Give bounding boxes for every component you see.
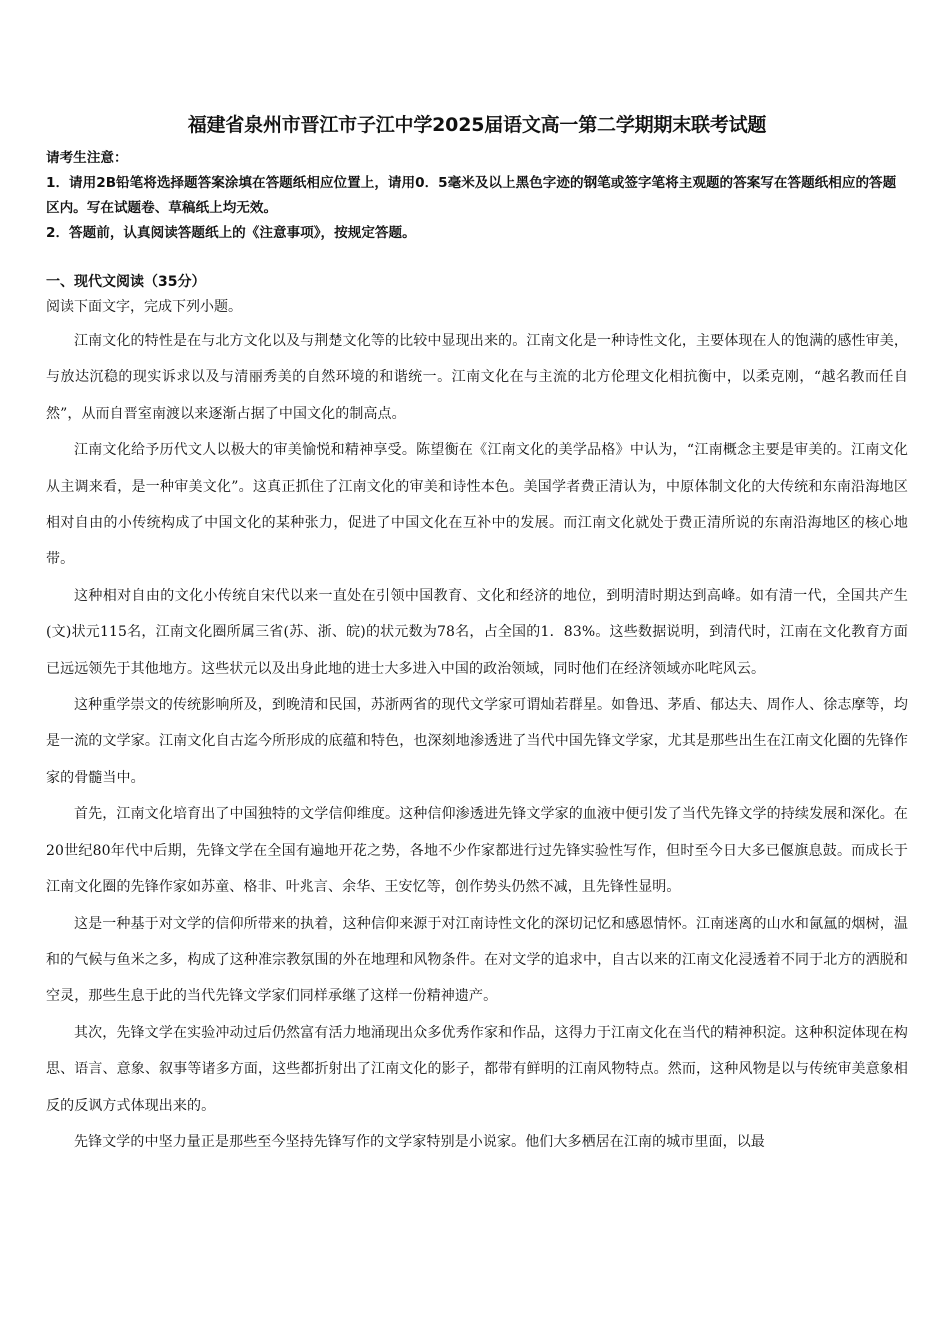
passage-paragraph: 江南文化的特性是在与北方文化以及与荆楚文化等的比较中显现出来的。江南文化是一种诗性文化，主要体现在人的饱满的感性审美，与放达沉稳的现实诉求以及与清丽秀美的自然环境的和谐统一。江南文化在与主流的北方伦理文化相抗衡中，以柔克刚，“越名教而任自然”，从而自晋室南渡以来逐渐占据了中国文化的制高点。	[46, 333, 908, 422]
notice-item-1: 1．请用2B铅笔将选择题答案涂填在答题纸相应位置上，请用0．5毫米及以上黑色字迹的钢笔或签字笔将主观题的答案写在答题纸相应的答题区内。写在试题卷、草稿纸上均无效。	[46, 175, 897, 216]
exam-notice	[46, 146, 908, 246]
passage-paragraph: 这种相对自由的文化小传统自宋代以来一直处在引领中国教育、文化和经济的地位，到明清时期达到高峰。如有清一代，全国共产生(文)状元115名，江南文化圈所属三省(苏、浙、皖)的状元数为78名，占全国的1．83%。这些数据说明，到清代时，江南在文化教育方面已远远领先于其他地方。这些状元以及出身此地的进士大多进入中国的政治领域，同时他们在经济领域亦叱咤风云。	[46, 587, 908, 677]
passage-paragraph: 先锋文学的中坚力量正是那些至今坚持先锋写作的文学家特别是小说家。他们大多栖居在江南的城市里面，以最	[74, 1133, 765, 1150]
page-title: 福建省泉州市晋江市子江中学2025届语文高一第二学期期末联考试题	[187, 114, 767, 136]
passage-paragraph: 首先，江南文化培育出了中国独特的文学信仰维度。这种信仰渗透进先锋文学家的血液中便引发了当代先锋文学的持续发展和深化。在20世纪80年代中后期，先锋文学在全国有遍地开花之势，各地不少作家都进行过先锋实验性写作，但时至今日大多已偃旗息鼓。而成长于江南文化圈的先锋作家如苏童、格非、叶兆言、余华、王安忆等，创作势头仍然不减，且先锋性显明。	[46, 806, 908, 896]
section-instruction: 阅读下面文字，完成下列小题。	[46, 299, 242, 315]
passage-paragraph: 这种重学崇文的传统影响所及，到晚清和民国，苏浙两省的现代文学家可谓灿若群星。如鲁迅、茅盾、郁达夫、周作人、徐志摩等，均是一流的文学家。江南文化自古迄今所形成的底蕴和特色，也深刻地渗透进了当代中国先锋文学家，尤其是那些出生在江南文化圈的先锋作家的骨髓当中。	[46, 697, 908, 786]
passage-paragraph: 这是一种基于对文学的信仰所带来的执着，这种信仰来源于对江南诗性文化的深切记忆和感恩情怀。江南迷离的山水和氤氲的烟树，温和的气候与鱼米之多，构成了这种准宗教氛围的外在地理和风物条件。在对文学的追求中，自古以来的江南文化浸透着不同于北方的洒脱和空灵，那些生息于此的当代先锋文学家们同样承继了这样一份精神遗产。	[46, 915, 908, 1005]
notice-item-2: 2．答题前，认真阅读答题纸上的《注意事项》，按规定答题。	[46, 225, 416, 241]
reading-passage	[46, 323, 908, 1160]
passage-paragraph: 江南文化给予历代文人以极大的审美愉悦和精神享受。陈望衡在《江南文化的美学品格》中认为，“江南概念主要是审美的。江南文化从主调来看，是一种审美文化”。这真正抓住了江南文化的审美和诗性本色。美国学者费正清认为，中原体制文化的大传统和东南沿海地区相对自由的小传统构成了中国文化的某种张力，促进了中国文化在互补中的发展。而江南文化就处于费正清所说的东南沿海地区的核心地带。	[46, 442, 908, 568]
section-heading: 一、现代文阅读（35分）	[46, 274, 206, 290]
exam-page	[46, 110, 908, 1160]
passage-paragraph: 其次，先锋文学在实验冲动过后仍然富有活力地涌现出众多优秀作家和作品，这得力于江南文化在当代的精神积淀。这种积淀体现在构思、语言、意象、叙事等诸多方面，这些都折射出了江南文化的影子，都带有鲜明的江南风物特点。然而，这种风物是以与传统审美意象相反的反讽方式体现出来的。	[46, 1024, 908, 1114]
notice-heading: 请考生注意：	[46, 150, 128, 166]
